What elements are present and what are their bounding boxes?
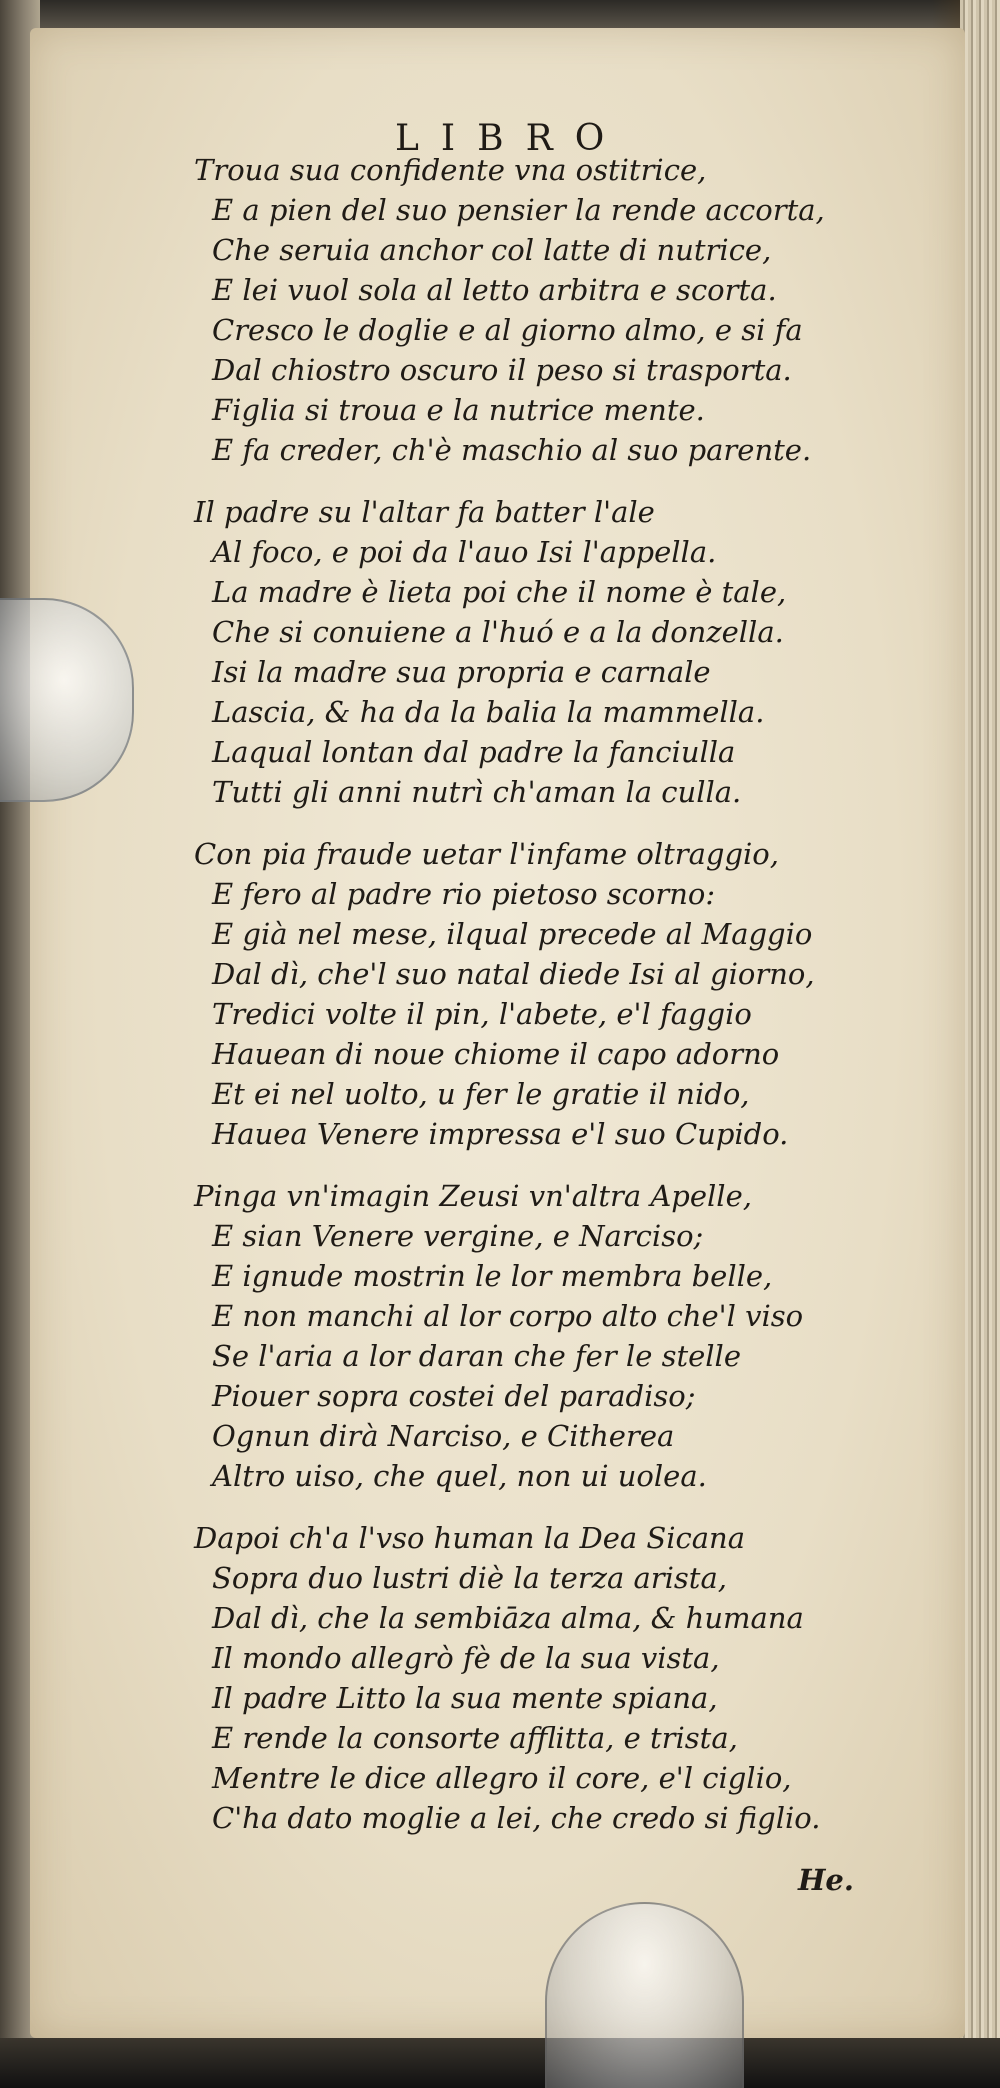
running-head: LIBRO: [395, 118, 627, 159]
verse-line: E fero al padre rio pietoso scorno:: [212, 877, 716, 911]
verse-line: Dapoi ch'a l'vso human la Dea Sicana: [194, 1521, 746, 1555]
verse-line: Cresco le doglie e al giorno almo, e si fa: [212, 313, 803, 347]
verse-line: Al foco, e poi da l'auo Isi l'appella.: [212, 535, 717, 569]
verse-line: Altro uiso, che quel, non ui uolea.: [212, 1459, 707, 1493]
verse-line: Figlia si troua e la nutrice mente.: [212, 393, 705, 427]
verse-line: Pinga vn'imagin Zeusi vn'altra Apelle,: [194, 1179, 752, 1213]
verse-line: Dal dì, che'l suo natal diede Isi al giorno,: [212, 957, 815, 991]
verse-line: Dal chiostro oscuro il peso si trasporta.: [212, 353, 792, 387]
verse-line: E non manchi al lor corpo alto che'l viso: [212, 1299, 804, 1333]
verse-line: La madre è lieta poi che il nome è tale,: [212, 575, 787, 609]
verse-line: Tredici volte il pin, l'abete, e'l faggio: [212, 997, 752, 1031]
verse-line: Troua sua confidente vna ostitrice,: [194, 153, 707, 187]
stanza: [188, 1176, 928, 1496]
verse-line: Et ei nel uolto, u fer le gratie il nido,: [212, 1077, 750, 1111]
verse-line: Mentre le dice allegro il core, e'l ciglio,: [212, 1761, 792, 1795]
page-stack-edge: [960, 0, 1000, 2088]
verse-line: Il padre su l'altar fa batter l'ale: [194, 495, 655, 529]
stanza: [188, 150, 928, 470]
verse-line: Sopra duo lustri diè la terza arista,: [212, 1561, 727, 1595]
verse-line: Che seruia anchor col latte di nutrice,: [212, 233, 772, 267]
verse-line: E lei vuol sola al letto arbitra e scorta.: [212, 273, 777, 307]
verse-text: [188, 150, 928, 1860]
verse-line: E sian Venere vergine, e Narciso;: [212, 1219, 704, 1253]
verse-line: Tutti gli anni nutrì ch'aman la culla.: [212, 775, 742, 809]
catchword: He.: [798, 1863, 854, 1897]
verse-line: Ognun dirà Narciso, e Citherea: [212, 1419, 675, 1453]
verse-line: Se l'aria a lor daran che fer le stelle: [212, 1339, 741, 1373]
verse-line: C'ha dato moglie a lei, che credo si figlio.: [212, 1801, 821, 1835]
verse-line: Hauean di noue chiome il capo adorno: [212, 1037, 780, 1071]
verse-line: Dal dì, che la sembiāza alma, & humana: [212, 1601, 804, 1635]
verse-line: E già nel mese, ilqual precede al Maggio: [212, 917, 813, 951]
stanza: [188, 834, 928, 1154]
verse-line: Con pia fraude uetar l'infame oltraggio,: [194, 837, 779, 871]
glass-clip-bottom: [545, 1902, 744, 2088]
verse-line: E rende la consorte afflitta, e trista,: [212, 1721, 738, 1755]
verse-line: E fa creder, ch'è maschio al suo parente.: [212, 433, 812, 467]
verse-line: Piouer sopra costei del paradiso;: [212, 1379, 696, 1413]
verse-line: E ignude mostrin le lor membra belle,: [212, 1259, 773, 1293]
stanza: [188, 1518, 928, 1838]
verse-line: Laqual lontan dal padre la fanciulla: [212, 735, 736, 769]
verse-line: Lascia, & ha da la balia la mammella.: [212, 695, 765, 729]
verse-line: Isi la madre sua propria e carnale: [212, 655, 711, 689]
verse-line: E a pien del suo pensier la rende accorta,: [212, 193, 825, 227]
verse-line: Il padre Litto la sua mente spiana,: [212, 1681, 718, 1715]
bottom-edge: [0, 2038, 1000, 2088]
verse-line: Che si conuiene a l'huó e a la donzella.: [212, 615, 784, 649]
verse-line: Il mondo allegrò fè de la sua vista,: [212, 1641, 720, 1675]
verse-line: Hauea Venere impressa e'l suo Cupido.: [212, 1117, 789, 1151]
stanza: [188, 492, 928, 812]
